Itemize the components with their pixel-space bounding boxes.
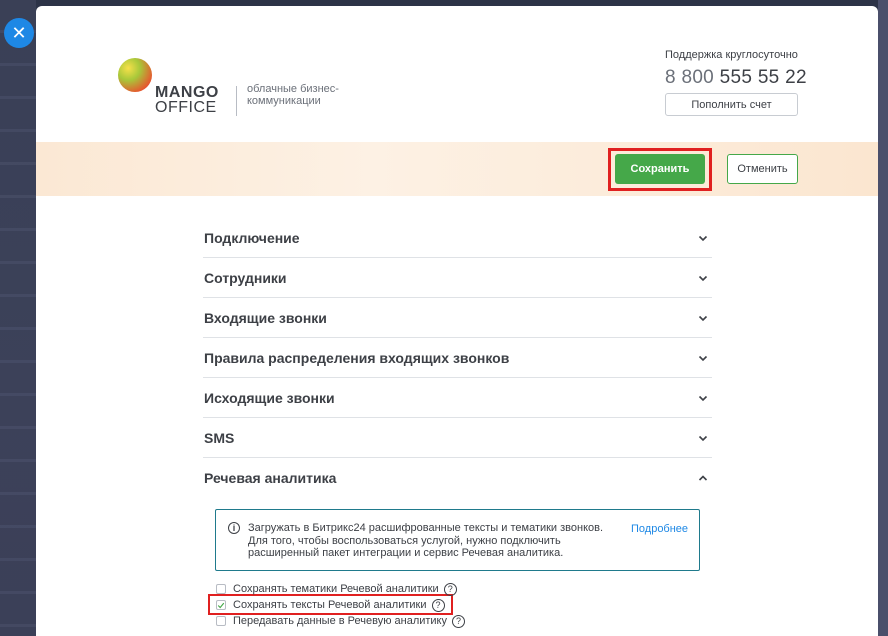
chevron-down-icon[interactable] [695,270,711,286]
background-page [0,0,36,636]
chevron-up-icon[interactable] [695,470,711,486]
cancel-button[interactable]: Отменить [727,154,798,184]
accordion-item-label: Сотрудники [204,269,287,286]
accordion-item-label: Речевая аналитика [204,470,337,486]
support-label: Поддержка круглосуточно [665,49,798,61]
option-row [216,581,457,597]
option-label[interactable]: Сохранять тексты Речевой аналитики [233,599,427,611]
accordion-item-label: SMS [204,429,235,446]
logo-divider [236,86,237,116]
accordion-item[interactable] [203,458,712,498]
option-label[interactable]: Сохранять тематики Речевой аналитики [233,583,439,595]
help-icon[interactable]: ? [452,615,465,628]
option-checkbox[interactable] [216,616,226,626]
help-icon[interactable]: ? [432,599,445,612]
accordion-item-label: Правила распределения входящих звонков [204,349,510,366]
settings-accordion [203,218,712,498]
accordion-item[interactable] [203,338,712,378]
accordion-item[interactable] [203,258,712,298]
chevron-down-icon[interactable] [695,230,711,246]
accordion-item[interactable] [203,298,712,338]
option-checkbox[interactable] [216,584,226,594]
info-text: Загружать в Битрикс24 расшифрованные тексты и тематики звонков. Для того, чтобы воспользоваться услугой, нужно подключить расширенный пакет интеграции и сервис Речевая аналитика. [248,522,604,559]
background-page-right [878,0,888,636]
save-button[interactable]: Сохранить [615,154,705,184]
accordion-item[interactable] [203,378,712,418]
option-label[interactable]: Передавать данные в Речевую аналитику [233,615,447,627]
settings-modal [36,6,878,636]
accordion-item[interactable] [203,218,712,258]
logo-tagline: облачные бизнес-коммуникации [247,83,339,107]
chevron-down-icon[interactable] [695,390,711,406]
chevron-down-icon[interactable] [695,350,711,366]
phone-prefix: 8 800 [665,67,715,88]
help-icon[interactable]: ? [444,583,457,596]
info-icon: i [228,522,240,534]
accordion-item-label: Исходящие звонки [204,389,335,406]
accordion-item[interactable] [203,418,712,458]
phone-number: 555 55 22 [719,67,807,88]
info-box [215,509,700,571]
topup-button[interactable]: Пополнить счет [665,93,798,116]
option-row [216,613,465,629]
check-icon [217,601,225,610]
mango-logo-icon [118,58,152,92]
chevron-down-icon[interactable] [695,430,711,446]
logo-line-1: MANGO [155,84,219,101]
option-row [216,597,445,613]
support-phone [665,67,807,89]
option-checkbox[interactable] [216,600,226,610]
accordion-item-label: Подключение [204,229,300,246]
more-info-link[interactable]: Подробнее [631,523,689,535]
close-icon[interactable]: ✕ [4,18,34,48]
logo-line-2: OFFICE [155,99,217,116]
logo-wordmark [155,85,219,115]
accordion-item-label: Входящие звонки [204,309,327,326]
chevron-down-icon[interactable] [695,310,711,326]
